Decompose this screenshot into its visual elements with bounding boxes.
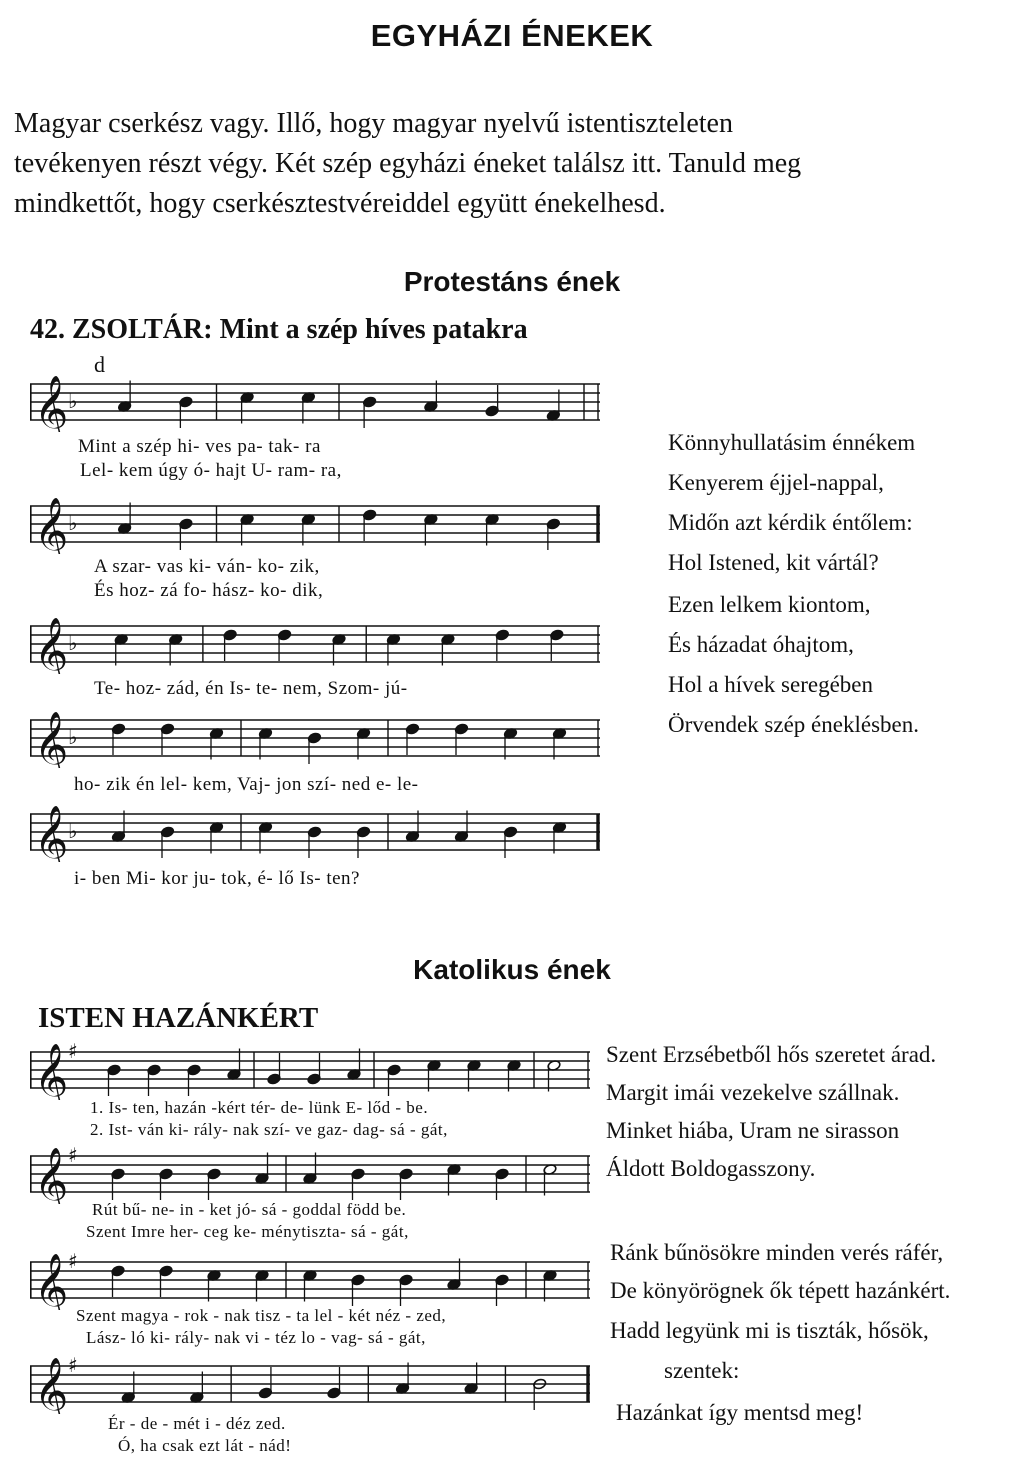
sharp-icon: ♯: [68, 1354, 78, 1377]
catholic-verse-line: De könyörögnek ők tépett hazánkért.: [610, 1278, 951, 1303]
catholic-staff-4: [30, 1354, 590, 1414]
intro-paragraph: [14, 104, 1004, 224]
psalm-staff-2: [30, 494, 600, 554]
psalm-label: ZSOLTÁR:: [72, 314, 213, 345]
psalm-lyric-line: És hoz- zá fo- hász- ko- dik,: [94, 580, 324, 601]
psalm-lyric-line: Lel- kem úgy ó- hajt U- ram- ra,: [80, 460, 342, 481]
sharp-icon: ♯: [68, 1040, 78, 1063]
treble-clef-icon: 𝄞: [34, 1356, 69, 1414]
catholic-verse-line: Hazánkat így mentsd meg!: [616, 1400, 864, 1425]
psalm-lyric-line: A szar- vas ki- ván- ko- zik,: [94, 556, 320, 577]
psalm-lyric-line: i- ben Mi- kor ju- tok, é- lő Is- ten?: [74, 868, 360, 889]
catholic-lyric-line: 1. Is- ten, hazán -kért tér- de- lünk E- lőd - be.: [90, 1098, 429, 1117]
psalm-staff-3: [30, 614, 600, 674]
psalm-verse-line: Ezen lelkem kiontom,: [668, 592, 871, 617]
treble-clef-icon: 𝄞: [34, 1042, 69, 1100]
psalm-verse-line: Hol a hívek seregében: [668, 672, 874, 697]
treble-clef-icon: 𝄞: [34, 1252, 69, 1310]
catholic-verse-line: Minket hiába, Uram ne sirasson: [606, 1118, 900, 1143]
intro-line: tevékenyen részt végy. Két szép egyházi éneket találsz itt. Tanuld meg: [14, 148, 802, 179]
treble-clef-icon: 𝄞: [34, 374, 69, 432]
protestant-heading: Protestáns ének: [403, 266, 621, 297]
treble-clef-icon: 𝄞: [34, 1146, 69, 1204]
psalm-verse-line: Könnyhullatásim énnékem: [668, 430, 916, 455]
psalm-lyric-line: Mint a szép hi- ves pa- tak- ra: [78, 436, 321, 457]
flat-icon: ♭: [68, 389, 78, 413]
flat-icon: ♭: [68, 819, 78, 843]
catholic-staff-2: [30, 1144, 590, 1204]
psalm-number: 42.: [30, 314, 65, 345]
psalm-verse-line: Hol Istened, kit vártál?: [668, 550, 879, 575]
psalm-title: [30, 314, 528, 346]
key-mark: d: [94, 352, 105, 377]
flat-icon: ♭: [68, 631, 78, 655]
catholic-staff-3: [30, 1250, 590, 1310]
catholic-song-title: ISTEN HAZÁNKÉRT: [38, 1002, 319, 1034]
catholic-heading: Katolikus ének: [413, 954, 611, 985]
catholic-verse-line: Áldott Boldogasszony.: [606, 1156, 816, 1181]
psalm-verse-line: Kenyerem éjjel-nappal,: [668, 470, 884, 495]
psalm-staff-1: [30, 372, 600, 432]
intro-line: Magyar cserkész vagy. Illő, hogy magyar nyelvű istentiszteleten: [14, 108, 733, 139]
psalm-verse-line: Örvendek szép éneklésben.: [668, 712, 919, 737]
catholic-verse-line: Ránk bűnösökre minden verés ráfér,: [610, 1240, 944, 1265]
psalm-staff-5: [30, 802, 600, 862]
treble-clef-icon: 𝄞: [34, 496, 69, 554]
catholic-verse-line: Hadd legyünk mi is tiszták, hősök,: [610, 1318, 929, 1343]
psalm-verse-line: És házadat óhajtom,: [668, 632, 854, 657]
psalm-name: Mint a szép híves patakra: [219, 314, 528, 345]
psalm-lyric-line: ho- zik én lel- kem, Vaj- jon szí- ned e- le-: [74, 774, 419, 795]
catholic-lyric-line: Szent Imre her- ceg ke- ménytiszta- sá - gát,: [86, 1222, 409, 1241]
sharp-icon: ♯: [68, 1144, 78, 1167]
psalm-verse-line: Midőn azt kérdik éntőlem:: [668, 510, 913, 535]
psalm-lyric-line: Te- hoz- zád, én Is- te- nem, Szom- jú-: [94, 678, 408, 699]
catholic-lyric-line: Lász- ló ki- rály- nak vi - téz lo - vag- sá - gát,: [86, 1328, 426, 1347]
catholic-lyric-line: 2. Ist- ván ki- rály- nak szí- ve gaz- dag- sá - gát,: [90, 1120, 448, 1139]
catholic-lyric-line: Ó, ha csak ezt lát - nád!: [118, 1436, 292, 1455]
psalm-staff-4: [30, 708, 600, 768]
sharp-icon: ♯: [68, 1250, 78, 1273]
catholic-verse-line: Margit imái vezekelve szállnak.: [606, 1080, 900, 1105]
catholic-staff-1: [30, 1040, 590, 1100]
treble-clef-icon: 𝄞: [34, 616, 69, 674]
treble-clef-icon: 𝄞: [34, 710, 69, 768]
flat-icon: ♭: [68, 511, 78, 535]
catholic-lyric-line: Rút bű- ne- in - ket jó- sá - goddal född be.: [92, 1200, 407, 1219]
intro-line: mindkettőt, hogy cserkésztestvéreiddel együtt énekelhesd.: [14, 188, 666, 219]
catholic-verse-line: szentek:: [664, 1358, 740, 1383]
catholic-lyric-line: Ér - de - mét i - déz zed.: [108, 1414, 286, 1433]
flat-icon: ♭: [68, 725, 78, 749]
page-title: EGYHÁZI ÉNEKEK: [370, 18, 654, 53]
catholic-lyric-line: Szent magya - rok - nak tisz - ta lel - két néz - zed,: [76, 1306, 447, 1325]
catholic-verse-line: Szent Erzsébetből hős szeretet árad.: [606, 1042, 937, 1067]
treble-clef-icon: 𝄞: [34, 804, 69, 862]
